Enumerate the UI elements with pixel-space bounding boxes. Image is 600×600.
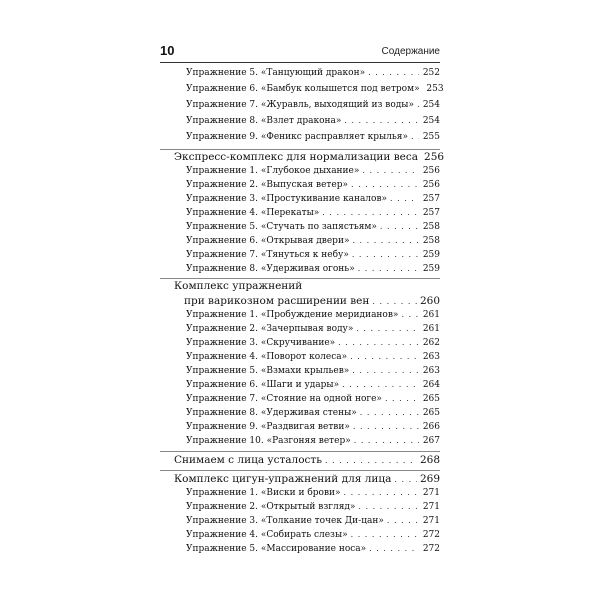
- toc-entry: Упражнение 1. «Виски и брови» . . . 271: [186, 488, 440, 502]
- toc-entry: Упражнение 8. «Взлет дракона» . . . 254: [186, 116, 440, 130]
- toc-entry: Упражнение 10. «Разгоняя ветер» . . . 267: [186, 436, 440, 450]
- toc-entry: Упражнение 4. «Перекаты» . . . 257: [186, 208, 440, 222]
- toc-section-heading: Комплекс цигун-упражнений для лица . . . 269: [174, 473, 440, 487]
- toc-entry: Упражнение 7. «Тянуться к небу» . . . 259: [186, 250, 440, 264]
- toc-entry: Упражнение 2. «Зачерпывая воду» . . . 261: [186, 324, 440, 338]
- toc-section-heading: Комплекс упражнений: [174, 280, 303, 292]
- section-divider: [160, 451, 440, 452]
- toc-section-heading: Снимаем с лица усталость . . . 268: [174, 454, 440, 468]
- toc-entry: Упражнение 7. «Журавль, выходящий из воды» . . . 254: [186, 100, 440, 114]
- toc-entry: Упражнение 6. «Шаги и удары» . . . 264: [186, 380, 440, 394]
- toc-entry: Упражнение 9. «Феникс расправляет крылья» . . . 255: [186, 132, 440, 146]
- toc-entry: Упражнение 2. «Открытый взгляд» . . . 271: [186, 502, 440, 516]
- toc-entry: Упражнение 4. «Поворот колеса» . . . 263: [186, 352, 440, 366]
- toc-entry: Упражнение 9. «Раздвигая ветви» . . . 266: [186, 422, 440, 436]
- toc-entry: Упражнение 5. «Стучать по запястьям» . . . 258: [186, 222, 440, 236]
- toc-section-heading-cont: при варикозном расширении вен . . . 260: [184, 295, 440, 309]
- toc-entry: Упражнение 8. «Удерживая огонь» . . . 259: [186, 264, 440, 278]
- toc-section-heading: Экспресс-комплекс для нормализации веса 256: [174, 151, 445, 163]
- header-rule: [160, 62, 440, 63]
- section-divider: [160, 278, 440, 279]
- section-divider: [160, 149, 440, 150]
- toc-entry: Упражнение 6. «Открывая двери» . . . 258: [186, 236, 440, 250]
- toc-entry: Упражнение 5. «Массирование носа» . . . 272: [186, 544, 440, 558]
- toc-entry: Упражнение 6. «Бамбук колышется под ветром» 253: [186, 84, 444, 94]
- toc-entry: Упражнение 3. «Скручивание» . . . 262: [186, 338, 440, 352]
- section-divider: [160, 470, 440, 471]
- toc-entry: Упражнение 8. «Удерживая стены» . . . 265: [186, 408, 440, 422]
- page-header: [160, 42, 440, 62]
- toc-entry: Упражнение 1. «Глубокое дыхание» . . . 256: [186, 166, 440, 180]
- toc-entry: Упражнение 3. «Простукивание каналов» . . . 257: [186, 194, 440, 208]
- toc-entry: Упражнение 5. «Взмахи крыльев» . . . 263: [186, 366, 440, 380]
- toc-entry: Упражнение 5. «Танцующий дракон» . . . 252: [186, 68, 440, 82]
- toc-entry: Упражнение 1. «Пробуждение меридианов» . . . 261: [186, 310, 440, 324]
- page-number: 10: [160, 43, 175, 58]
- toc-entry: Упражнение 7. «Стояние на одной ноге» . . . 265: [186, 394, 440, 408]
- running-title: Содержание: [381, 46, 440, 57]
- toc-entry: Упражнение 2. «Выпуская ветер» . . . 256: [186, 180, 440, 194]
- toc-entry: Упражнение 4. «Собирать слезы» . . . 272: [186, 530, 440, 544]
- toc-entry: Упражнение 3. «Толкание точек Ди-цан» . . . 271: [186, 516, 440, 530]
